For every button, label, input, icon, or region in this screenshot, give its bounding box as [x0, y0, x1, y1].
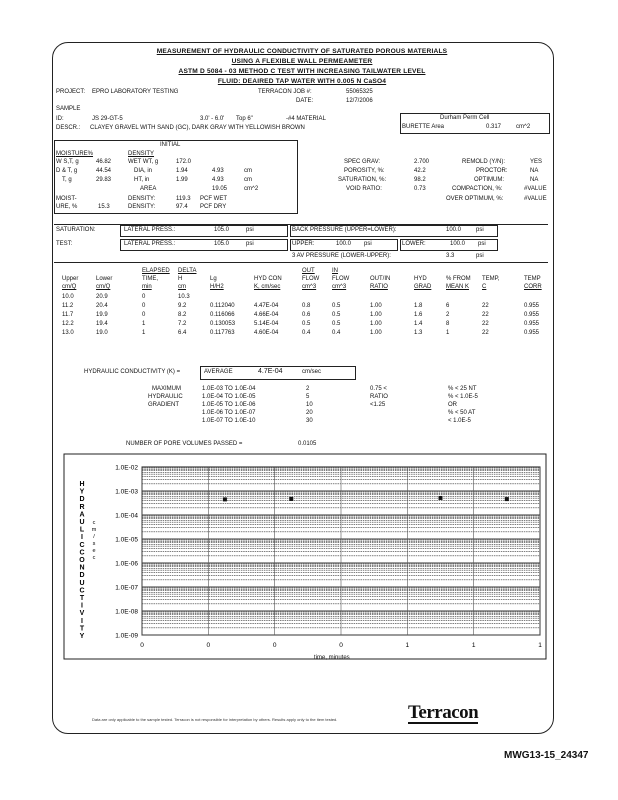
table-header-1-line3: cm/Q: [96, 284, 111, 290]
title-line-1: MEASUREMENT OF HYDRAULIC CONDUCTIVITY OF SATURATED POROUS MATERIALS: [156, 48, 448, 55]
table-cell: 10.3: [178, 294, 190, 300]
over-optimum-label: OVER OPTIMUM, %:: [446, 196, 504, 202]
sample-top: Top 6": [236, 116, 253, 122]
x-tick-label: 1: [471, 642, 476, 649]
pore-volumes-label: NUMBER OF PORE VOLUMES PASSED =: [126, 441, 243, 447]
y-axis-label-letter: L: [79, 526, 85, 534]
job-label: TERRACON JOB #:: [258, 89, 312, 95]
y-tick-label: 1.0E-05: [115, 536, 138, 544]
y-tick-label: 1.0E-03: [115, 488, 138, 496]
proctor-value: NA: [530, 168, 539, 174]
criteria-range: 1.0E-04 TO 1.0E-05: [202, 394, 256, 400]
table-header-10-line2: % FROM: [446, 276, 471, 282]
table-cell: 0: [142, 294, 146, 300]
over-optimum-value: #VALUE: [524, 196, 547, 202]
porosity-value: 42.2: [414, 168, 426, 174]
x-tick-label: 0: [272, 642, 277, 649]
table-cell: 0.955: [524, 303, 540, 309]
table-cell: 4.60E-04: [254, 330, 279, 336]
optimum-value: NA: [530, 177, 539, 183]
table-header-5-line2: HYD CON: [254, 276, 282, 282]
data-point: [289, 497, 293, 501]
table-header-1-line2: Lower: [96, 276, 113, 282]
table-header-7-line2: FLOW: [332, 276, 350, 282]
date-label: DATE:: [296, 98, 314, 104]
density-dry-unit: PCF DRY: [200, 204, 227, 210]
table-cell: 6.4: [178, 330, 187, 336]
table-cell: 0.5: [332, 312, 341, 318]
void-value: 0.73: [414, 186, 426, 192]
ht-unit: cm: [244, 177, 252, 183]
y-axis-unit-letter: e: [92, 548, 96, 554]
table-cell: 4.66E-04: [254, 312, 279, 318]
table-cell: 1.3: [414, 330, 423, 336]
wet-wt-value: 172.0: [176, 159, 192, 165]
y-axis-unit-letter: c: [92, 555, 96, 561]
criteria-range: 1.0E-05 TO 1.0E-06: [202, 402, 256, 408]
wst-value: 46.82: [96, 159, 112, 165]
table-header-6-line2: FLOW: [302, 276, 320, 282]
porosity-label: POROSITY, %:: [344, 168, 385, 174]
table-cell: 19.0: [96, 330, 108, 336]
data-point: [505, 497, 509, 501]
table-cell: 0.116066: [210, 312, 235, 318]
lower-value: 100.0: [450, 241, 466, 247]
table-cell: 1.00: [370, 312, 382, 318]
terracon-logo: [408, 702, 478, 724]
table-cell: 22: [482, 321, 489, 327]
remold-label: REMOLD (Y/N):: [462, 159, 506, 165]
table-header-9-line2: HYD: [414, 276, 427, 282]
project-value: EPRO LABORATORY TESTING: [92, 89, 179, 95]
initial-title: INITIAL: [160, 142, 181, 148]
saturation-press-label: SATURATION:: [56, 227, 96, 233]
pressure-rule-2: [54, 262, 548, 263]
ht-in: 1.99: [176, 177, 188, 183]
footer-fine-print: Data are only applicable to the sample tested. Terracon is not responsible for interpretation by others. Results apply only to the item tested.: [92, 717, 338, 722]
test-lateral-label: LATERAL PRESS.:: [124, 241, 176, 247]
hydraulic-conductivity-chart: [60, 452, 550, 667]
table-header-9-line3: GRAD: [414, 284, 432, 290]
moist-value: 15.3: [98, 204, 110, 210]
burette-value: 0.317: [486, 124, 502, 130]
job-value: 55065325: [346, 89, 373, 95]
y-tick-label: 1.0E-06: [115, 560, 138, 568]
y-tick-label: 1.0E-08: [115, 608, 138, 616]
table-cell: 0.112040: [210, 303, 235, 309]
upper-label: UPPER:: [292, 241, 315, 247]
criteria-label: HYDRAULIC: [148, 394, 183, 400]
upper-value: 100.0: [336, 241, 352, 247]
table-cell: 0.4: [302, 330, 311, 336]
compaction-value: #VALUE: [524, 186, 547, 192]
table-cell: 11.7: [62, 312, 74, 318]
optimum-label: OPTIMUM:: [474, 177, 504, 183]
sample-depth: 3.0' - 6.0': [200, 116, 225, 122]
y-axis-label-letter: H: [79, 481, 85, 488]
y-axis-label-letter: R: [79, 503, 85, 511]
table-header-3-line1: DELTA: [178, 268, 197, 274]
moist-label: MOIST-: [56, 196, 77, 202]
tg-label: T, g: [62, 177, 72, 183]
criteria-range: 1.0E-06 TO 1.0E-07: [202, 410, 256, 416]
document-id: MWG13-15_24347: [504, 750, 589, 761]
table-cell: 12.2: [62, 321, 74, 327]
hydraulic-label: HYDRAULIC CONDUCTIVITY (K) =: [84, 369, 181, 375]
table-cell: 0: [142, 303, 146, 309]
table-cell: 0.5: [302, 321, 311, 327]
saturation-value: 98.2: [414, 177, 426, 183]
density-dry-label: DENSITY:: [128, 204, 156, 210]
void-label: VOID RATIO:: [346, 186, 382, 192]
table-header-7-line1: IN: [332, 268, 338, 274]
y-axis-unit-letter: s: [92, 541, 96, 547]
criteria-ratio: <1.25: [370, 402, 386, 408]
sample-material: -#4 MATERIAL: [286, 116, 326, 122]
data-point: [223, 497, 227, 501]
table-header-2-line1: ELAPSED: [142, 268, 170, 274]
x-tick-label: 1: [405, 642, 410, 649]
table-header-2-line3: min: [142, 284, 152, 290]
data-point: [439, 496, 443, 500]
dst-label: D & T, g: [56, 168, 78, 174]
avg-pressure-psi: psi: [476, 253, 484, 259]
table-cell: 1.00: [370, 303, 382, 309]
criteria-percent: % < 1.0E-5: [448, 394, 478, 400]
table-header-6-line3: cm^3: [302, 284, 317, 290]
proctor-label: PROCTOR:: [476, 168, 508, 174]
pore-volumes-value: 0.0105: [298, 441, 317, 447]
table-cell: 11.2: [62, 303, 74, 309]
criteria-range: 1.0E-07 TO 1.0E-10: [202, 418, 256, 424]
criteria-percent: % < 50 AT: [448, 410, 476, 416]
criteria-gradient: 30: [306, 418, 313, 424]
cell-label: Durham Perm Cell: [440, 115, 490, 121]
criteria-gradient: 2: [306, 386, 310, 392]
table-cell: 13.0: [62, 330, 74, 336]
title-line-3: ASTM D 5084 - 03 METHOD C TEST WITH INCREASING TAILWATER LEVEL: [178, 68, 426, 75]
table-header-0-line2: Upper: [62, 276, 79, 282]
density-wet-label: DENSITY:: [128, 196, 156, 202]
y-axis-label-letter: I: [81, 534, 83, 542]
title-line-4: FLUID: DEAIRED TAP WATER WITH 0.005 N CaSO4: [217, 78, 387, 85]
table-cell: 5.14E-04: [254, 321, 279, 327]
y-axis-label-letter: U: [79, 579, 85, 587]
project-label: PROJECT:: [56, 89, 86, 95]
sat-lateral-label: LATERAL PRESS.:: [124, 227, 176, 233]
table-cell: 1.4: [414, 321, 423, 327]
wet-wt-label: WET WT, g: [128, 159, 159, 165]
table-cell: 0.6: [302, 312, 311, 318]
moist-label-2: URE, %: [56, 204, 78, 210]
terracon-logo-text: Terracon: [408, 702, 479, 723]
table-cell: 2: [446, 312, 450, 318]
table-cell: 1: [446, 330, 450, 336]
area-label: AREA: [140, 186, 157, 192]
descr-value: CLAYEY GRAVEL WITH SAND (GC), DARK GRAY WITH YELLOWISH BROWN: [90, 125, 305, 131]
y-axis-label-letter: A: [79, 511, 85, 519]
criteria-gradient: 10: [306, 402, 313, 408]
table-header-3-line2: H: [178, 276, 183, 282]
y-tick-label: 1.0E-09: [115, 632, 138, 640]
table-header-8-line2: OUT/IN: [370, 276, 391, 282]
compaction-label: COMPACTION, %:: [452, 186, 503, 192]
lower-label: LOWER:: [402, 241, 426, 247]
table-header-4-line3: H/H2: [210, 284, 224, 290]
criteria-gradient: 20: [306, 410, 313, 416]
x-axis-label: time, minutes: [314, 655, 350, 661]
table-cell: 1: [142, 321, 146, 327]
table-header-2-line2: TIME,: [142, 276, 158, 282]
y-axis-label-letter: N: [79, 564, 85, 572]
table-cell: 20.4: [96, 303, 108, 309]
table-header-7-line3: cm^3: [332, 284, 347, 290]
table-cell: 1.8: [414, 303, 423, 309]
density-label: DENSITY: [128, 151, 155, 157]
hydraulic-value: 4.7E-04: [258, 368, 283, 375]
table-header-10-line3: MEAN K: [446, 284, 470, 290]
table-cell: 20.9: [96, 294, 108, 300]
ht-cm: 4.93: [212, 177, 224, 183]
lower-psi: psi: [478, 241, 486, 247]
table-header-8-line3: RATIO: [370, 284, 388, 290]
y-axis-label-letter: I: [81, 602, 83, 610]
criteria-percent: OR: [448, 402, 457, 408]
table-header-12-line2: TEMP: [524, 276, 541, 282]
hydraulic-avg-label: AVERAGE: [204, 369, 233, 375]
table-cell: 7.2: [178, 321, 187, 327]
criteria-range: 1.0E-03 TO 1.0E-04: [202, 386, 256, 392]
spec-grav-value: 2.700: [414, 159, 430, 165]
moisture-label: MOISTURE%: [56, 151, 94, 157]
x-tick-label: 0: [140, 642, 144, 649]
hydraulic-unit: cm/sec: [302, 369, 322, 375]
area-unit: cm^2: [244, 186, 259, 192]
y-tick-label: 1.0E-07: [115, 584, 138, 592]
dia-label: DIA, in: [134, 168, 153, 174]
area-value: 19.05: [212, 186, 228, 192]
y-tick-label: 1.0E-02: [115, 464, 138, 472]
remold-value: YES: [530, 159, 543, 165]
table-cell: 1.00: [370, 330, 382, 336]
y-axis-label-letter: C: [79, 549, 85, 557]
dst-value: 44.54: [96, 168, 112, 174]
sample-label: SAMPLE: [56, 106, 81, 112]
saturation-label: SATURATION, %:: [338, 177, 387, 183]
table-header-12-line3: CORR: [524, 284, 542, 290]
table-cell: 8: [446, 321, 450, 327]
criteria-label: MAXIMUM: [152, 386, 181, 392]
table-cell: 0.4: [332, 330, 341, 336]
upper-psi: psi: [364, 241, 372, 247]
table-cell: 10.0: [62, 294, 74, 300]
title-line-2: USING A FLEXIBLE WALL PERMEAMETER: [231, 58, 373, 65]
sample-id-label: ID:: [56, 116, 64, 122]
avg-pressure-label: 3 AV PRESSURE (LOWER-UPPER):: [292, 253, 391, 259]
criteria-ratio: RATIO: [370, 394, 388, 400]
density-dry: 97.4: [176, 204, 188, 210]
x-tick-label: 1: [538, 642, 542, 649]
y-axis-label-letter: V: [79, 610, 85, 618]
y-axis-label-letter: C: [79, 541, 85, 549]
y-axis-label-letter: D: [79, 572, 85, 580]
criteria-label: GRADIENT: [148, 402, 180, 408]
table-cell: 19.4: [96, 321, 108, 327]
date-value: 12/7/2006: [346, 98, 373, 104]
y-axis-unit-letter: c: [92, 520, 96, 526]
y-axis-unit-letter: /: [93, 534, 95, 540]
back-pressure-label: BACK PRESSURE (UPPER=LOWER):: [292, 227, 397, 233]
table-cell: 1.6: [414, 312, 423, 318]
density-wet: 119.3: [176, 196, 191, 202]
table-header-0-line3: cm/Q: [62, 284, 77, 290]
table-header-3-line3: cm: [178, 284, 186, 290]
table-cell: 0.955: [524, 312, 540, 318]
table-cell: 8.2: [178, 312, 187, 318]
y-axis-label-letter: C: [79, 587, 85, 595]
table-cell: 22: [482, 312, 489, 318]
spec-grav-label: SPEC GRAV:: [344, 159, 381, 165]
table-cell: 0: [142, 312, 146, 318]
table-header-4-line2: Lg: [210, 276, 217, 282]
x-tick-label: 0: [339, 642, 343, 649]
table-cell: 1.00: [370, 321, 382, 327]
x-tick-label: 0: [206, 642, 211, 649]
criteria-gradient: 5: [306, 394, 310, 400]
dia-in: 1.94: [176, 168, 188, 174]
table-cell: 4.47E-04: [254, 303, 279, 309]
sample-id: JS 29-GT-5: [92, 116, 123, 122]
test-lateral-psi: psi: [246, 241, 254, 247]
table-cell: 0.955: [524, 321, 540, 327]
tg-value: 29.83: [96, 177, 112, 183]
table-cell: 6: [446, 303, 450, 309]
criteria-ratio: 0.75 <: [370, 386, 387, 392]
table-header-11-line2: TEMP,: [482, 276, 500, 282]
table-cell: 19.9: [96, 312, 108, 318]
table-header-6-line1: OUT: [302, 268, 315, 274]
table-header-5-line3: K, cm/sec: [254, 284, 281, 290]
table-cell: 22: [482, 303, 489, 309]
dia-unit: cm: [244, 168, 252, 174]
y-axis-unit-letter: m: [91, 527, 97, 533]
ht-label: HT, in: [134, 177, 150, 183]
dia-cm: 4.93: [212, 168, 224, 174]
table-cell: 1: [142, 330, 146, 336]
table-cell: 22: [482, 330, 489, 336]
table-header-11-line3: C: [482, 284, 487, 290]
y-axis-label-letter: I: [81, 617, 83, 625]
sat-lateral-value: 105.0: [214, 227, 230, 233]
back-pressure-psi: psi: [476, 227, 484, 233]
y-axis-label-letter: Y: [79, 488, 85, 496]
y-axis-label-letter: U: [79, 519, 85, 526]
sat-lateral-psi: psi: [246, 227, 254, 233]
density-wet-unit: PCF WET: [200, 196, 227, 202]
y-axis-label-letter: T: [79, 625, 85, 633]
y-axis-label-letter: T: [79, 595, 85, 602]
table-cell: 0.130053: [210, 321, 236, 327]
burette-unit: cm^2: [516, 124, 531, 130]
table-cell: 0.5: [332, 321, 341, 327]
y-axis-label-letter: D: [79, 496, 85, 504]
burette-label: BURETTE Area: [402, 124, 445, 130]
descr-label: DESCR.:: [56, 125, 81, 131]
test-press-label: TEST:: [56, 241, 73, 247]
y-axis-label-letter: Y: [79, 633, 85, 640]
criteria-percent: < 1.0E-5: [448, 418, 471, 424]
table-cell: 0.8: [302, 303, 311, 309]
y-tick-label: 1.0E-04: [115, 512, 138, 520]
test-lateral-value: 105.0: [214, 241, 230, 247]
back-pressure-value: 100.0: [446, 227, 462, 233]
table-cell: 0.955: [524, 330, 540, 336]
y-axis-label-letter: O: [79, 557, 85, 564]
wst-label: W S,T, g: [56, 159, 79, 165]
table-cell: 9.2: [178, 303, 187, 309]
table-cell: 0.5: [332, 303, 341, 309]
criteria-percent: % < 25 NT: [448, 386, 477, 392]
table-cell: 0.117763: [210, 330, 235, 336]
avg-pressure-value: 3.3: [446, 253, 455, 259]
